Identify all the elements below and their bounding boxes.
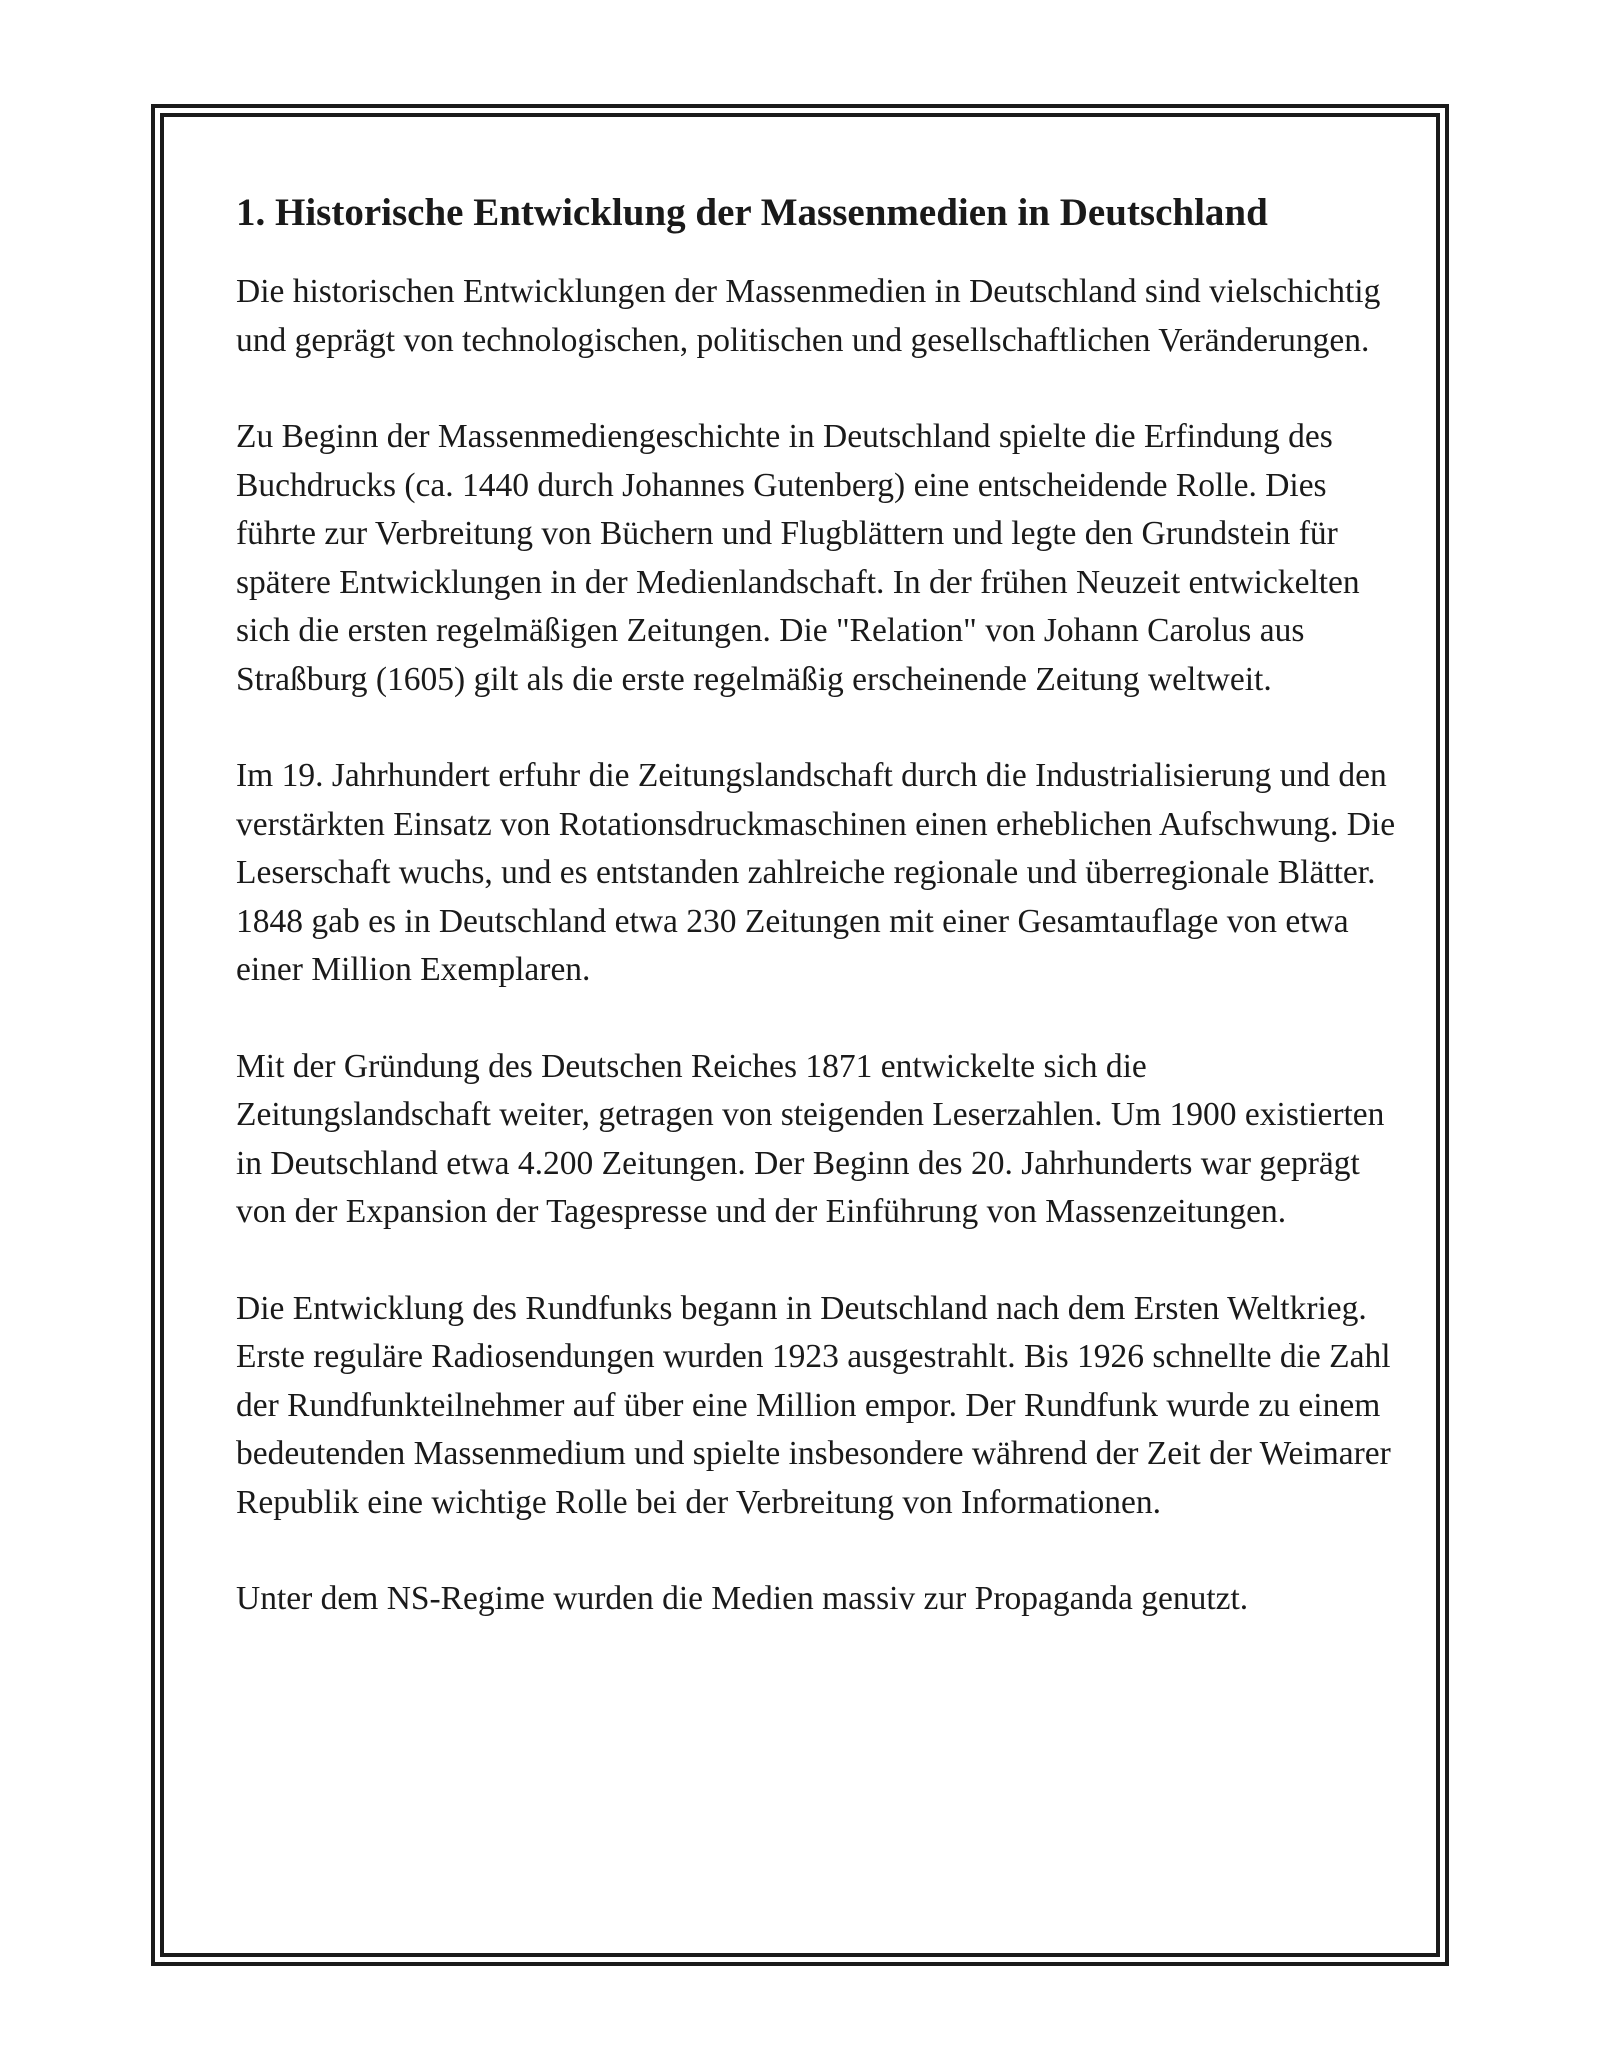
section-heading: 1. Historische Entwicklung der Massenmedien in Deutschland — [236, 191, 1268, 234]
paragraph-19-jahrhundert: Im 19. Jahrhundert erfuhr die Zeitungslandschaft durch die Industrialisierung und den verstärkten Einsatz von Rotationsdruckmaschinen einen erheblichen Aufschwung. Die Leserschaft wuchs, und es entstanden zahlreiche regionale und überregionale Blätter. 1848 gab es in Deutschland etwa 230 Zeitungen mit einer Gesamtauflage von etwa einer Million Exemplaren. — [236, 757, 1396, 988]
paragraph-rundfunk: Die Entwicklung des Rundfunks begann in Deutschland nach dem Ersten Weltkrieg. Erste reguläre Radiosendungen wurden 1923 ausgestrahlt. Bis 1926 schnellte die Zahl der Rundfunkteilnehmer auf über eine Million empor. Der Rundfunk wurde zu einem bedeutenden Massenmedium und spielte insbesondere während der Zeit der Weimarer Republik eine wichtige Rolle bei der Verbreitung von Informationen. — [236, 1289, 1391, 1521]
paragraph-buchdruck: Zu Beginn der Massenmediengeschichte in Deutschland spielte die Erfindung des Buchdrucks (ca. 1440 durch Johannes Gutenberg) eine entscheidende Rolle. Dies führte zur Verbreitung von Büchern und Flugblättern und legte den Grundstein für spätere Entwicklungen in der Medienlandschaft. In der frühen Neuzeit entwickelten sich die ersten regelmäßigen Zeitungen. Die "Relation" von Johann Carolus aus Straßburg (1605) gilt als die erste regelmäßig erscheinende Zeitung weltweit. — [236, 418, 1360, 698]
document-body — [236, 184, 1396, 1624]
paragraph-ns-regime: Unter dem NS-Regime wurden die Medien massiv zur Propaganda genutzt. — [236, 1580, 1249, 1617]
paragraph-deutsches-reich: Mit der Gründung des Deutschen Reiches 1871 entwickelte sich die Zeitungslandschaft weiter, getragen von steigenden Leserzahlen. Um 1900 existierten in Deutschland etwa 4.200 Zeitungen. Der Beginn des 20. Jahrhunderts war geprägt von der Expansion der Tagespresse und der Einführung von Massenzeitungen. — [236, 1047, 1385, 1230]
paragraph-intro: Die historischen Entwicklungen der Massenmedien in Deutschland sind vielschichtig und geprägt von technologischen, politischen und gesellschaftlichen Veränderungen. — [236, 273, 1381, 359]
